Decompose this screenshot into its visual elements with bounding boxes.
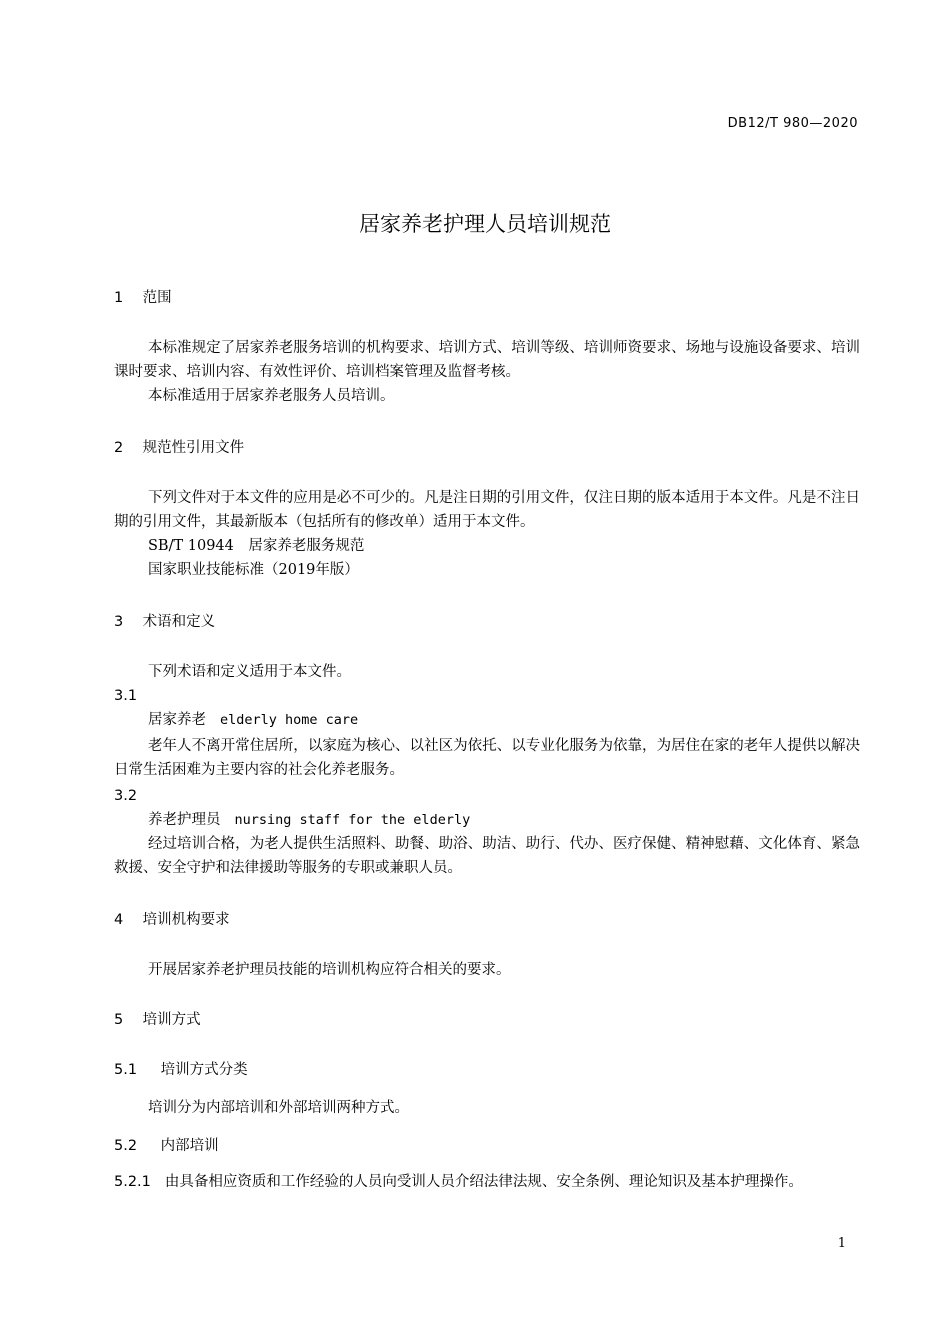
- page-title: 居家养老护理人员培训规范: [359, 212, 611, 236]
- section-5-heading: [114, 1008, 860, 1032]
- section-number: 5: [114, 1012, 124, 1028]
- section-title: 范围: [142, 290, 172, 306]
- section-3-heading: [114, 610, 860, 634]
- section-title: 术语和定义: [142, 614, 216, 630]
- term-3-2-entry: [114, 808, 894, 832]
- section-number: 3: [114, 614, 124, 630]
- term-3-1-definition: 老年人不离开常住居所，以家庭为核心、以社区为依托、以专业化服务为依靠，为居住在家的老年人提供以解决日常生活困难为主要内容的社会化养老服务。: [114, 738, 860, 778]
- section-2-paragraph-1: 下列文件对于本文件的应用是必不可少的。凡是注日期的引用文件，仅注日期的版本适用于本文件。凡是不注日期的引用文件，其最新版本（包括所有的修改单）适用于本文件。: [114, 490, 860, 530]
- clause-text: 由具备相应资质和工作经验的人员向受训人员介绍法律法规、安全条例、理论知识及基本护理操作。: [164, 1174, 803, 1190]
- section-1-heading: [114, 286, 860, 310]
- section-title: 培训方式: [142, 1012, 201, 1028]
- section-number: 5.2: [114, 1138, 138, 1154]
- clause-number: 5.2.1: [114, 1174, 151, 1190]
- term-3-1-entry: [114, 708, 894, 732]
- section-4-paragraph-1: 开展居家养老护理员技能的培训机构应符合相关的要求。: [148, 962, 511, 978]
- term-chinese: 养老护理员: [148, 812, 221, 828]
- page-number: 1: [837, 1236, 846, 1251]
- term-3-2-definition: 经过培训合格，为老人提供生活照料、助餐、助浴、助洁、助行、代办、医疗保健、精神慰藉、文化体育、紧急救援、安全守护和法律援助等服务的专职或兼职人员。: [114, 836, 860, 876]
- normative-reference-2: 国家职业技能标准（2019年版）: [148, 562, 359, 578]
- section-1-paragraph-2: 本标准适用于居家养老服务人员培训。: [148, 388, 395, 404]
- standard-code: DB12/T 980—2020: [727, 116, 858, 131]
- term-3-2-number: 3.2: [114, 788, 138, 804]
- section-number: 4: [114, 912, 124, 928]
- section-number: 1: [114, 290, 124, 306]
- section-title: 内部培训: [160, 1138, 219, 1154]
- clause-5-2-1: [114, 1170, 860, 1194]
- section-title: 培训机构要求: [142, 912, 230, 928]
- term-english: elderly home care: [220, 712, 359, 728]
- term-3-1-number: 3.1: [114, 688, 138, 704]
- section-5-2-heading: [114, 1134, 860, 1158]
- normative-reference-1: SB/T 10944 居家养老服务规范: [148, 538, 365, 554]
- section-3-paragraph-1: 下列术语和定义适用于本文件。: [148, 664, 351, 680]
- section-4-heading: [114, 908, 860, 932]
- section-2-heading: [114, 436, 860, 460]
- section-5-1-paragraph-1: 培训分为内部培训和外部培训两种方式。: [148, 1100, 409, 1116]
- section-number: 2: [114, 440, 124, 456]
- term-english: nursing staff for the elderly: [234, 812, 471, 828]
- section-1-paragraph-1: 本标准规定了居家养老服务培训的机构要求、培训方式、培训等级、培训师资要求、场地与设施设备要求、培训课时要求、培训内容、有效性评价、培训档案管理及监督考核。: [114, 340, 860, 380]
- term-chinese: 居家养老: [148, 712, 206, 728]
- section-5-1-heading: [114, 1058, 860, 1082]
- section-title: 规范性引用文件: [142, 440, 245, 456]
- section-title: 培训方式分类: [160, 1062, 248, 1078]
- section-number: 5.1: [114, 1062, 138, 1078]
